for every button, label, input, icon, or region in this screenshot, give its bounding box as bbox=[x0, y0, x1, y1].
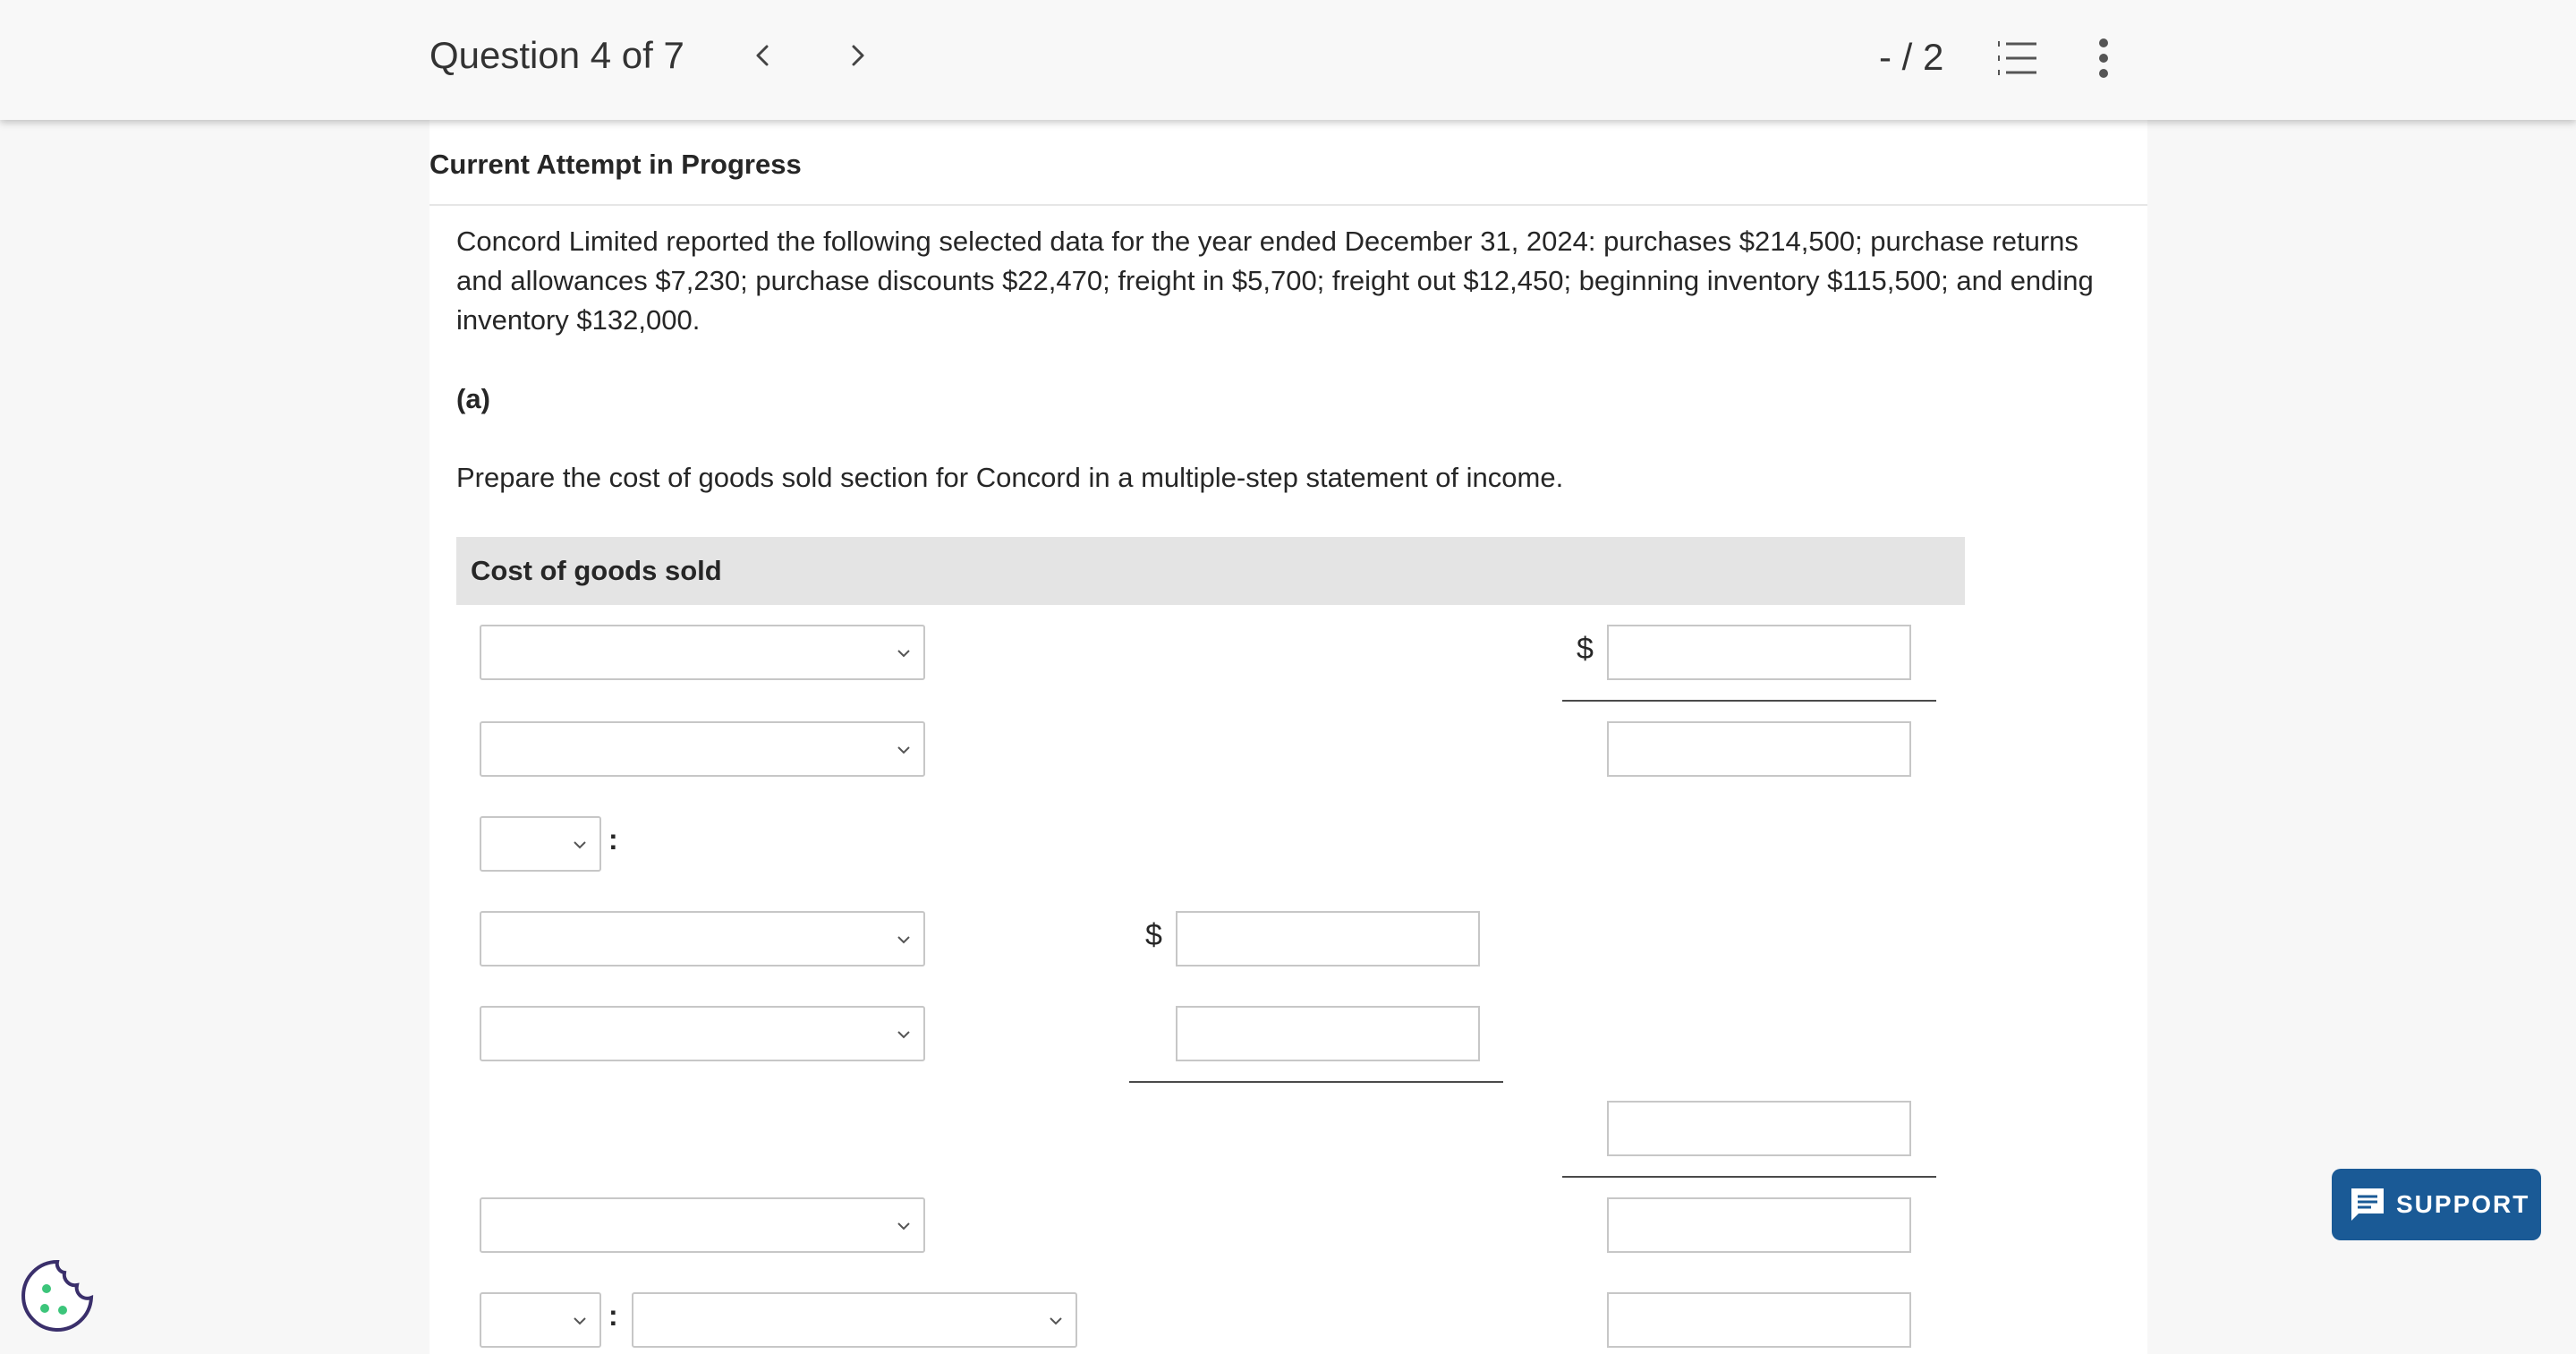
amount-input-3[interactable] bbox=[1176, 911, 1480, 967]
part-label: (a) bbox=[456, 383, 490, 414]
chevron-left-icon bbox=[745, 38, 781, 73]
colon-separator: : bbox=[608, 1299, 618, 1332]
score-display: - / 2 bbox=[1879, 36, 1944, 78]
question-panel bbox=[429, 120, 2147, 1354]
question-counter: Question 4 of 7 bbox=[429, 34, 684, 76]
question-list-button[interactable] bbox=[1995, 38, 2040, 79]
cookie-settings-button[interactable] bbox=[20, 1258, 95, 1333]
account-select-6[interactable] bbox=[632, 1292, 1077, 1348]
colon-separator: : bbox=[608, 823, 618, 856]
amount-input-7[interactable] bbox=[1607, 1292, 1911, 1348]
problem-text: Concord Limited reported the following selected data for the year ended December 31, 2024: purchases $214,500; purchase returns and allowances $7,230; purchase discounts $22,470; freight in $5,700; freight out $12,450; beginning inventory $115,500; and ending inventory $132,000. bbox=[456, 226, 2094, 336]
chevron-down-icon bbox=[893, 929, 914, 950]
underline-rule bbox=[1562, 1176, 1936, 1178]
previous-question-button[interactable] bbox=[745, 38, 781, 73]
account-select-1[interactable] bbox=[480, 625, 925, 680]
account-select-2[interactable] bbox=[480, 721, 925, 777]
account-select-3[interactable] bbox=[480, 911, 925, 967]
instruction-text: Prepare the cost of goods sold section for Concord in a multiple-step statement of income. bbox=[456, 462, 1564, 493]
more-vertical-icon bbox=[2090, 36, 2117, 81]
next-question-button[interactable] bbox=[839, 38, 875, 73]
underline-rule bbox=[1562, 700, 1936, 702]
account-select-5[interactable] bbox=[480, 1197, 925, 1253]
numbered-list-icon bbox=[1995, 38, 2040, 79]
chevron-down-icon bbox=[893, 739, 914, 761]
account-select-4[interactable] bbox=[480, 1006, 925, 1061]
attempt-status: Current Attempt in Progress bbox=[429, 149, 802, 180]
chevron-down-icon bbox=[893, 643, 914, 664]
chevron-right-icon bbox=[839, 38, 875, 73]
amount-input-1[interactable] bbox=[1607, 625, 1911, 680]
currency-symbol: $ bbox=[1145, 918, 1162, 952]
attempt-banner bbox=[429, 120, 2147, 206]
amount-input-4[interactable] bbox=[1176, 1006, 1480, 1061]
cogs-table-header bbox=[456, 537, 1965, 605]
support-button[interactable] bbox=[2332, 1169, 2541, 1240]
cogs-header-label: Cost of goods sold bbox=[471, 555, 722, 586]
amount-input-6[interactable] bbox=[1607, 1197, 1911, 1253]
support-label: SUPPORT bbox=[2396, 1190, 2530, 1218]
chevron-down-icon bbox=[893, 1215, 914, 1237]
more-options-button[interactable] bbox=[2090, 36, 2117, 81]
chevron-down-icon bbox=[569, 1310, 591, 1332]
top-bar bbox=[0, 0, 2576, 120]
qualifier-select-2[interactable] bbox=[480, 1292, 601, 1348]
chevron-down-icon bbox=[1045, 1310, 1067, 1332]
chevron-down-icon bbox=[569, 834, 591, 856]
chat-icon bbox=[2348, 1185, 2387, 1224]
currency-symbol: $ bbox=[1577, 632, 1594, 666]
amount-input-5[interactable] bbox=[1607, 1101, 1911, 1156]
amount-input-2[interactable] bbox=[1607, 721, 1911, 777]
underline-rule bbox=[1129, 1081, 1503, 1083]
qualifier-select-1[interactable] bbox=[480, 816, 601, 872]
cookie-icon bbox=[20, 1258, 95, 1333]
chevron-down-icon bbox=[893, 1024, 914, 1045]
